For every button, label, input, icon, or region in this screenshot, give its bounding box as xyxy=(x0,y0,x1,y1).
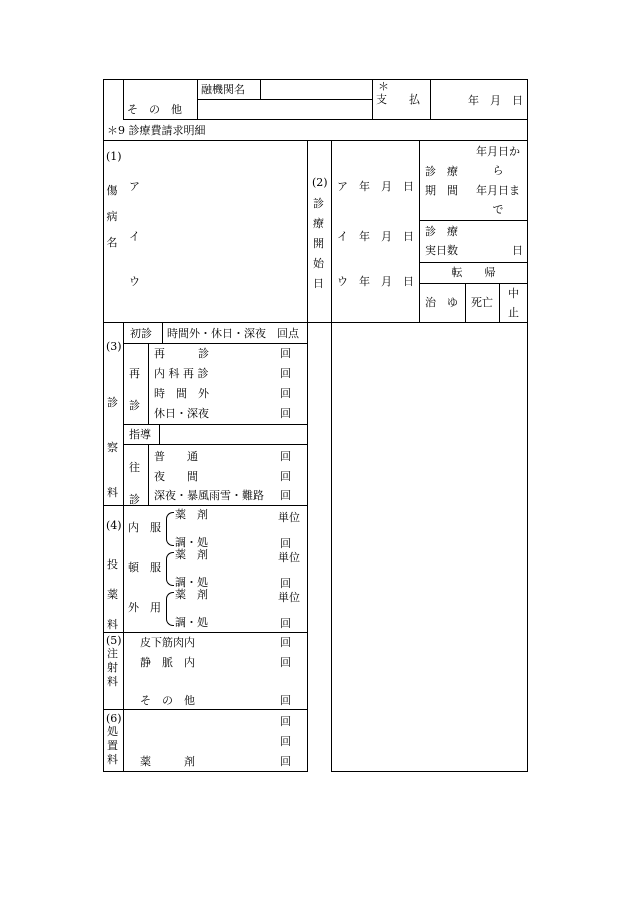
medication-dispense-unit: 回 xyxy=(280,617,291,630)
payment-date-label: 年 月 日 xyxy=(468,94,523,107)
exam-number: (3) xyxy=(106,340,122,353)
other-label: そ の 他 xyxy=(127,103,182,116)
first-visit-unit: 回点 xyxy=(277,327,299,340)
first-visit-detail: 時間外・休日・深夜 xyxy=(167,327,266,340)
injection-row-label: 皮下筋肉内 xyxy=(140,636,195,649)
medication-dispense: 調・処 xyxy=(175,616,208,629)
revisit-row-unit: 回 xyxy=(280,407,291,420)
injection-row-label: そ の 他 xyxy=(140,694,195,707)
injection-row-unit: 回 xyxy=(280,656,291,669)
exam-label: 診察料 xyxy=(107,396,118,499)
injury-item-i: イ xyxy=(129,230,140,243)
revisit-row-unit: 回 xyxy=(280,347,291,360)
star-mark: ＊ xyxy=(378,80,389,93)
medication-group-label: 内 服 xyxy=(128,521,161,534)
injection-row-unit: 回 xyxy=(280,636,291,649)
outcome-header: 転 帰 xyxy=(451,266,496,279)
period-label-1: 診 療 xyxy=(425,165,458,178)
revisit-row-unit: 回 xyxy=(280,367,291,380)
injection-number: (5) xyxy=(106,634,122,647)
guidance-label: 指導 xyxy=(129,428,151,441)
medication-drug-unit: 単位 xyxy=(278,511,300,524)
home-visit-row-label: 夜 間 xyxy=(154,470,198,483)
revisit-row-label: 内 科 再 診 xyxy=(154,367,209,380)
first-visit-label: 初診 xyxy=(130,327,152,340)
treatment-unit: 回 xyxy=(280,715,291,728)
medication-number: (4) xyxy=(106,519,122,532)
revisit-row-unit: 回 xyxy=(280,387,291,400)
period-to-2: で xyxy=(492,203,504,216)
medication-dispense-unit: 回 xyxy=(280,537,291,550)
payment-label: 支 払 xyxy=(376,93,420,106)
home-visit-row-label: 普 通 xyxy=(154,450,198,463)
outcome-cured: 治 ゆ xyxy=(425,296,458,309)
medication-label: 投薬料 xyxy=(107,558,118,631)
revisit-row-label: 時 間 外 xyxy=(154,387,209,400)
start-date-i: イ 年 月 日 xyxy=(337,230,414,243)
injury-item-u: ウ xyxy=(129,275,140,288)
treatment-label: 処置料 xyxy=(107,725,118,766)
outcome-stop-2: 止 xyxy=(508,306,519,319)
days-unit: 日 xyxy=(512,244,523,257)
start-date-a: ア 年 月 日 xyxy=(337,180,414,193)
medication-drug-unit: 単位 xyxy=(278,551,300,564)
medication-drug-unit: 単位 xyxy=(278,591,300,604)
section-title: ＊9 診療費請求明細 xyxy=(107,124,206,137)
medication-group-label: 外 用 xyxy=(128,601,161,614)
revisit-row-label: 休日・深夜 xyxy=(154,407,209,420)
home-visit-row-label: 深夜・暴風雨雪・難路 xyxy=(154,489,264,502)
treatment-drug-label: 薬 剤 xyxy=(140,755,195,768)
period-from-2: ら xyxy=(492,164,504,177)
home-visit-label: 往診 xyxy=(129,461,140,506)
injury-label: 傷病名 xyxy=(106,184,118,249)
treatment-unit: 回 xyxy=(280,735,291,748)
medication-dispense: 調・処 xyxy=(175,576,208,589)
days-label-1: 診 療 xyxy=(425,225,458,238)
outcome-stop-1: 中 xyxy=(508,287,519,300)
start-date-u: ウ 年 月 日 xyxy=(337,275,414,288)
home-visit-row-unit: 回 xyxy=(280,470,291,483)
medication-dispense: 調・処 xyxy=(175,536,208,549)
treatment-number: (6) xyxy=(106,712,122,725)
start-date-number: (2) xyxy=(312,176,328,189)
injection-label: 注射料 xyxy=(107,647,118,688)
period-from-1: 年月日か xyxy=(476,145,520,158)
start-date-label: 診療開始日 xyxy=(313,197,324,290)
period-label-2: 期 間 xyxy=(425,184,458,197)
outcome-death: 死亡 xyxy=(471,296,493,309)
injury-number: (1) xyxy=(106,150,122,163)
treatment-unit: 回 xyxy=(280,755,291,768)
medication-drug: 薬 剤 xyxy=(175,588,208,601)
injection-row-label: 静 脈 内 xyxy=(140,656,195,669)
medication-drug: 薬 剤 xyxy=(175,508,208,521)
period-to-1: 年月日ま xyxy=(476,184,520,197)
medication-group-label: 頓 服 xyxy=(128,561,161,574)
home-visit-row-unit: 回 xyxy=(280,489,291,502)
injection-row-unit: 回 xyxy=(280,694,291,707)
home-visit-row-unit: 回 xyxy=(280,450,291,463)
bank-name-label: 融機関名 xyxy=(201,83,245,96)
injury-item-a: ア xyxy=(129,180,140,193)
days-label-2: 実日数 xyxy=(425,244,458,257)
medication-drug: 薬 剤 xyxy=(175,548,208,561)
revisit-label: 再診 xyxy=(129,367,140,412)
revisit-row-label: 再 診 xyxy=(154,347,209,360)
medication-dispense-unit: 回 xyxy=(280,577,291,590)
